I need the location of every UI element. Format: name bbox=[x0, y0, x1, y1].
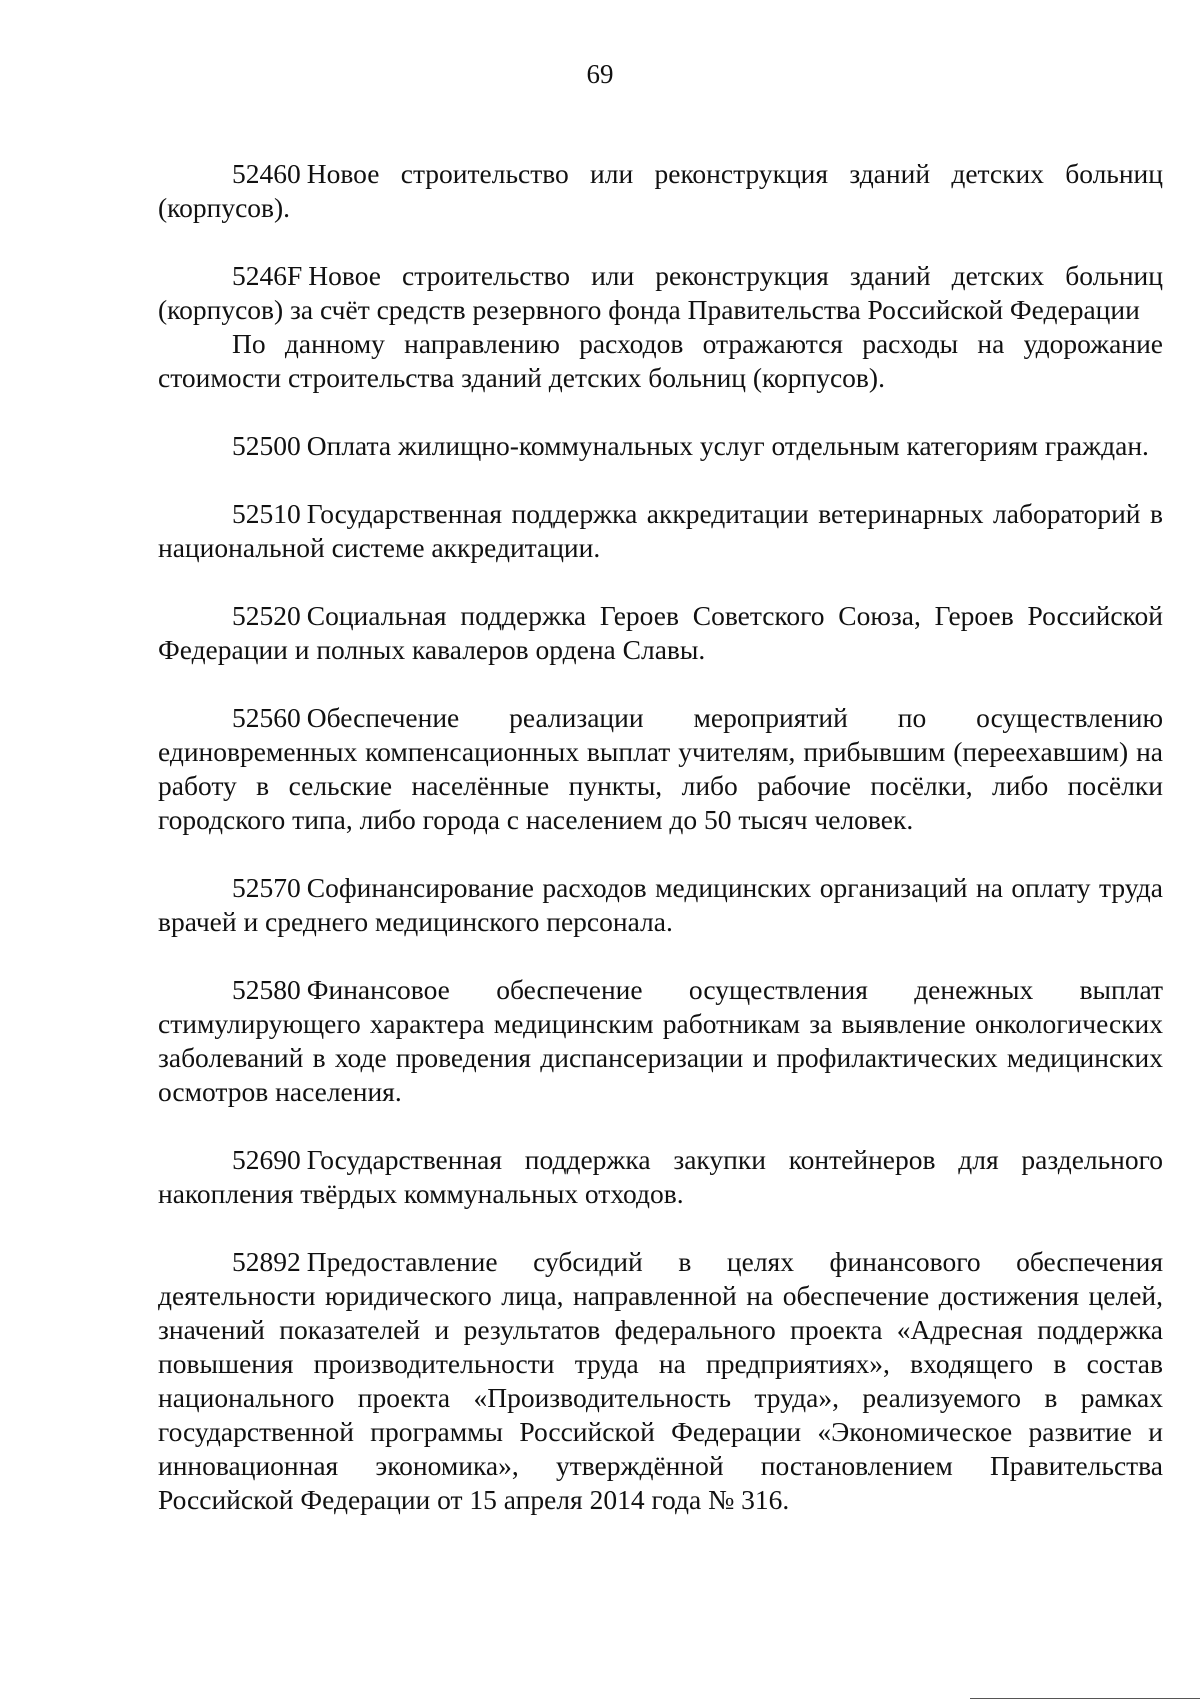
entry-text: Новое строительство или реконструкция зданий детских больниц (корпусов) за счёт средств резервного фонда Правительства Российской Федерации bbox=[158, 260, 1163, 325]
entry-paragraph bbox=[158, 1245, 1163, 1517]
entry-text: Предоставление субсидий в целях финансового обеспечения деятельности юридического лица, направленной на обеспечение достижения целей, значений показателей и результатов федерального проекта «Адресная поддержка повышения производительности труда на предприятиях», входящего в состав национального проекта «Производительность труда», реализуемого в рамках государственной программы Российской Федерации «Экономическое развитие и инновационная экономика», утверждённой постановлением Правительства Российской Федерации от 15 апреля 2014 года № 316. bbox=[158, 1246, 1163, 1515]
entry-text: Государственная поддержка аккредитации ветеринарных лабораторий в национальной системе аккредитации. bbox=[158, 498, 1163, 563]
page-bottom-rule bbox=[970, 1698, 1200, 1699]
entry-52460 bbox=[158, 157, 1163, 225]
entry-code: 5246F bbox=[232, 260, 303, 291]
entry-52580 bbox=[158, 973, 1163, 1109]
entry-paragraph bbox=[158, 701, 1163, 837]
entry-code: 52560 bbox=[232, 702, 301, 733]
entry-52570 bbox=[158, 871, 1163, 939]
entry-code: 52580 bbox=[232, 974, 301, 1005]
entry-text: Оплата жилищно-коммунальных услуг отдельным категориям граждан. bbox=[306, 430, 1149, 461]
entry-52690 bbox=[158, 1143, 1163, 1211]
entry-text: Государственная поддержка закупки контейнеров для раздельного накопления твёрдых коммунальных отходов. bbox=[158, 1144, 1163, 1209]
entry-code: 52690 bbox=[232, 1144, 301, 1175]
entry-text: Софинансирование расходов медицинских организаций на оплату труда врачей и среднего медицинского персонала. bbox=[158, 872, 1163, 937]
entry-paragraph bbox=[158, 259, 1163, 327]
entry-52892 bbox=[158, 1245, 1163, 1517]
entry-code: 52520 bbox=[232, 600, 301, 631]
entry-code: 52460 bbox=[232, 158, 301, 189]
entry-5246F bbox=[158, 259, 1163, 395]
entry-52500 bbox=[158, 429, 1163, 463]
entry-code: 52892 bbox=[232, 1246, 301, 1277]
entry-text: Социальная поддержка Героев Советского Союза, Героев Российской Федерации и полных кавалеров ордена Славы. bbox=[158, 600, 1163, 665]
entry-52560 bbox=[158, 701, 1163, 837]
entry-paragraph bbox=[158, 599, 1163, 667]
entry-text: Новое строительство или реконструкция зданий детских больниц (корпусов). bbox=[158, 158, 1163, 223]
entry-paragraph bbox=[158, 973, 1163, 1109]
entry-paragraph bbox=[158, 871, 1163, 939]
document-body bbox=[158, 157, 1163, 1551]
entry-code: 52510 bbox=[232, 498, 301, 529]
entry-note-paragraph: По данному направлению расходов отражаются расходы на удорожание стоимости строительства зданий детских больниц (корпусов). bbox=[158, 328, 1163, 393]
entry-paragraph bbox=[158, 497, 1163, 565]
page-number: 69 bbox=[586, 59, 614, 89]
entry-code: 52570 bbox=[232, 872, 301, 903]
entry-52520 bbox=[158, 599, 1163, 667]
entry-text: Финансовое обеспечение осуществления денежных выплат стимулирующего характера медицинским работникам за выявление онкологических заболеваний в ходе проведения диспансеризации и профилактических медицинских осмотров населения. bbox=[158, 974, 1163, 1107]
entry-text: Обеспечение реализации мероприятий по осуществлению единовременных компенсационных выплат учителям, прибывшим (переехавшим) на работу в сельские населённые пункты, либо рабочие посёлки, либо посёлки городского типа, либо города с населением до 50 тысяч человек. bbox=[158, 702, 1163, 835]
entry-code: 52500 bbox=[232, 430, 301, 461]
entry-paragraph bbox=[158, 157, 1163, 225]
entry-paragraph bbox=[158, 1143, 1163, 1211]
entry-52510 bbox=[158, 497, 1163, 565]
entry-paragraph bbox=[158, 429, 1163, 463]
